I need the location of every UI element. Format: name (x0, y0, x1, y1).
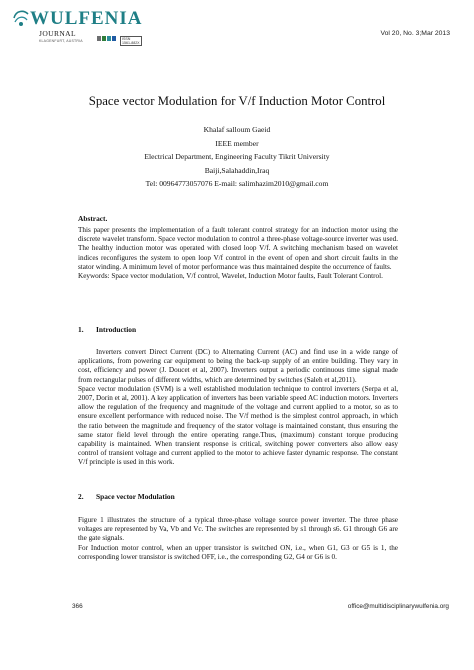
section-title: Introduction (96, 325, 137, 334)
paragraph: Space vector modulation (SVM) is a well established modulation technique to control inverters (Serpa et al, 2007, Dorin et al, 2001). A key application of inverters has been variable speed AC induction motors. Inverters allow the regulation of the frequency and magnitude of the voltage and current applied to a motor, so as to ensure excellent performance with reduced noise. The V/f method is the simplest control approach, in which the ratio between the magnitude and frequency of the stator voltage is maintained constant, thus ensuring the same stator field level through the entire operating range.Thus, (maximum) constant torque producing capability is maintained. When transient response is critical, switching power converters also allow easy control of transient voltage and current applied to the motor to achieve faster dynamic response. The constant V/f principle is used in this work. (78, 384, 398, 467)
paragraph: Figure 1 illustrates the structure of a typical three-phase voltage source power inverter. The three phase voltages are represented by Va, Vb and Vc. The switches are represented by s1 through s6. G1 through G6 are the gate signals. (78, 516, 398, 543)
paragraph: For Induction motor control, when an upper transistor is switched ON, i.e., when G1, G3 or G5 is 1, the corresponding lower transistor is switched OFF, i.e., the corresponding G2, G4 or G6 is 0. (78, 543, 398, 561)
section-heading-svm (78, 492, 175, 501)
logo-color-blocks (97, 36, 116, 41)
issue-label: Vol 20, No. 3;Mar 2013 (380, 30, 450, 37)
author-location: Baiji,Salahaddin,Iraq (204, 165, 270, 175)
logo-subtitle: JOURNAL (39, 29, 76, 38)
logo-block-gray (97, 36, 101, 41)
journal-logo (12, 6, 143, 45)
logo-wordmark: WULFENIA (30, 8, 143, 29)
logo-block-teal (107, 36, 111, 41)
logo-block-green (102, 36, 106, 41)
abstract-body (78, 226, 398, 281)
abstract-heading: Abstract. (78, 214, 108, 223)
logo-block-blue (112, 36, 116, 41)
paper-title: Space vector Modulation for V/f Induction Motor Control (88, 94, 386, 108)
author-membership: IEEE member (215, 138, 259, 148)
author-name: Khalaf salloum Gaeid (203, 125, 271, 134)
author-contact: Tel: 00964773057076 E-mail: salimhazim2010@gmail.com (145, 179, 329, 188)
keywords: Keywords: Space vector modulation, V/f control, Wavelet, Induction Motor faults, Fault Tolerant Control. (78, 272, 383, 281)
section-number: 1. (78, 325, 84, 334)
section-heading-introduction (78, 325, 136, 334)
footer-email: office@multidisciplinarywulfenia.org (347, 603, 449, 610)
logo-tagline: KLAGENFURT, AUSTRIA (39, 39, 83, 43)
introduction-body (78, 348, 398, 468)
logo-issn: ISSN 1561-882X (120, 36, 142, 46)
author-department: Electrical Department, Engineering Faculty Tikrit University (144, 152, 330, 161)
abstract-text: This paper presents the implementation of a fault tolerant control strategy for an induction motor using the discrete wavelet transform. Space vector modulation to control a three-phase voltage-source inverter was used. The healthy induction motor was operated with closed loop V/f. A switching mechanism based on wavelet indices reconfigures the system to open loop V/f control in the event of open and short circuit faults in the stator winding. A minimum level of motor performance was thus maintained despite the occurrence of faults. (78, 226, 398, 271)
paragraph: Inverters convert Direct Current (DC) to Alternating Current (AC) and find use in a wide range of applications, from powering car equipment to being the back-up supply of an entire building. They vary in cost, efficiency and power (J. Doucet et al, 2007). Inverters output a periodic continuous time signal made from rectangular pulses of different widths, which are determined by switches (Saleh et al,2011). (78, 348, 398, 384)
svm-body (78, 516, 398, 562)
author-block (0, 123, 474, 191)
logo-emblem-icon (12, 8, 30, 28)
section-number: 2. (78, 492, 84, 501)
page-number: 366 (72, 603, 83, 610)
section-title: Space vector Modulation (96, 492, 175, 501)
